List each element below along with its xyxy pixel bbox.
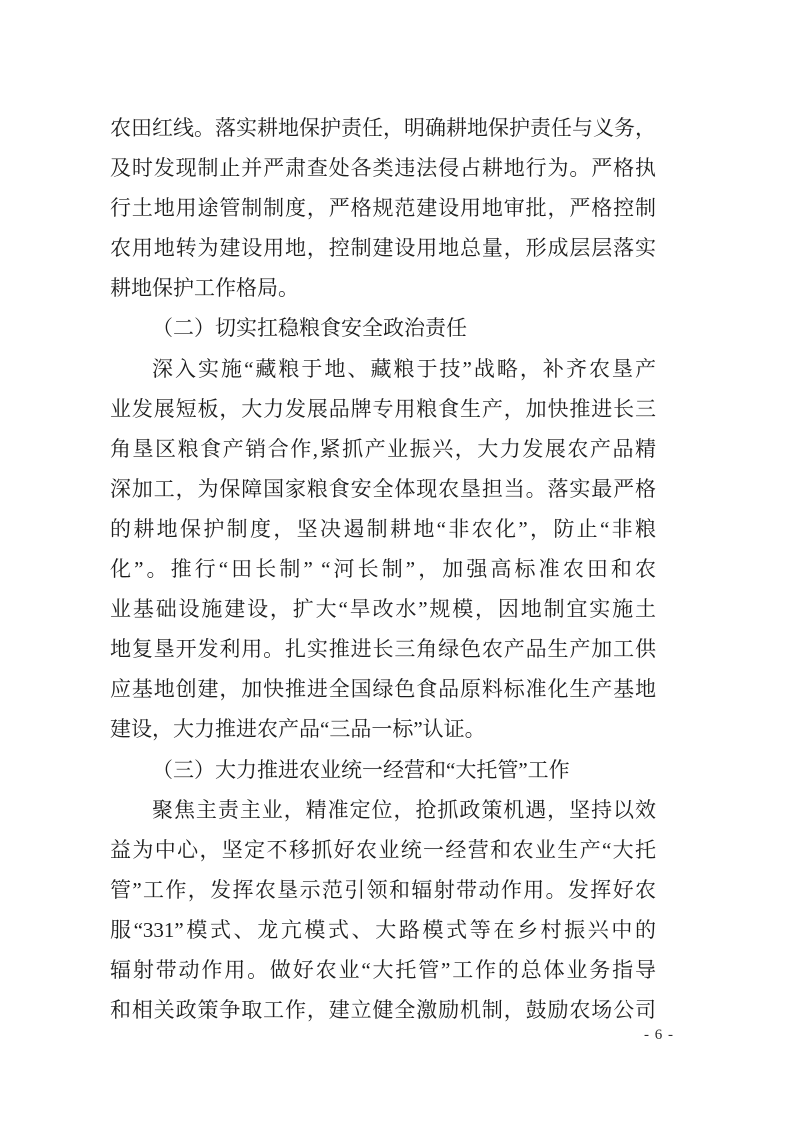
section-heading-line: （三）大力推进农业统一经营和“大托管”工作: [152, 757, 570, 782]
body-text-line: 建设，大力推进农产品“三品一标”认证。: [110, 717, 486, 742]
body-text-line: 耕地保护工作格局。: [110, 276, 299, 301]
body-text-line: 深加工，为保障国家粮食安全体现农垦担当。落实最严格: [110, 476, 656, 501]
body-text-line: 业发展短板，大力发展品牌专用粮食生产，加快推进长三: [110, 396, 656, 421]
body-text-line: 管”工作，发挥农垦示范引领和辐射带动作用。发挥好农: [110, 877, 656, 902]
body-text-line: 及时发现制止并严肃查处各类违法侵占耕地行为。严格执: [110, 156, 656, 181]
body-text-line: 农田红线。落实耕地保护责任，明确耕地保护责任与义务，: [110, 116, 656, 140]
body-text-line: 聚焦主责主业，精准定位，抢抓政策机遇，坚持以效: [152, 797, 656, 822]
body-text-line: 化”。推行“田长制” “河长制”，加强高标准农田和农: [110, 557, 656, 582]
body-text-line: 业基础设施建设，扩大“旱改水”规模，因地制宜实施土: [110, 597, 656, 622]
body-text-line: 的耕地保护制度，坚决遏制耕地“非农化”，防止“非粮: [110, 516, 656, 541]
body-text-line: 地复垦开发利用。扎实推进长三角绿色农产品生产加工供: [110, 637, 656, 662]
body-text-line: 角垦区粮食产销合作,紧抓产业振兴，大力发展农产品精: [110, 436, 656, 461]
text-block: [110, 108, 656, 1030]
body-text-line: 深入实施“藏粮于地、藏粮于技”战略，补齐农垦产: [152, 356, 656, 381]
body-text-line: 辐射带动作用。做好农业“大托管”工作的总体业务指导: [110, 957, 656, 982]
body-text-line: 服“331”模式、龙亢模式、大路模式等在乡村振兴中的: [110, 917, 656, 942]
section-heading-line: （二）切实扛稳粮食安全政治责任: [152, 316, 467, 341]
body-text-line: 应基地创建，加快推进全国绿色食品原料标准化生产基地: [110, 677, 656, 702]
page-number: - 6 -: [644, 1027, 674, 1043]
body-text-line: 农用地转为建设用地，控制建设用地总量，形成层层落实: [110, 236, 656, 261]
body-text-line: 和相关政策争取工作，建立健全激励机制，鼓励农场公司: [110, 998, 656, 1023]
body-text-line: 行土地用途管制制度，严格规范建设用地审批，严格控制: [110, 196, 656, 221]
body-text-line: 益为中心，坚定不移抓好农业统一经营和农业生产“大托: [110, 837, 656, 862]
